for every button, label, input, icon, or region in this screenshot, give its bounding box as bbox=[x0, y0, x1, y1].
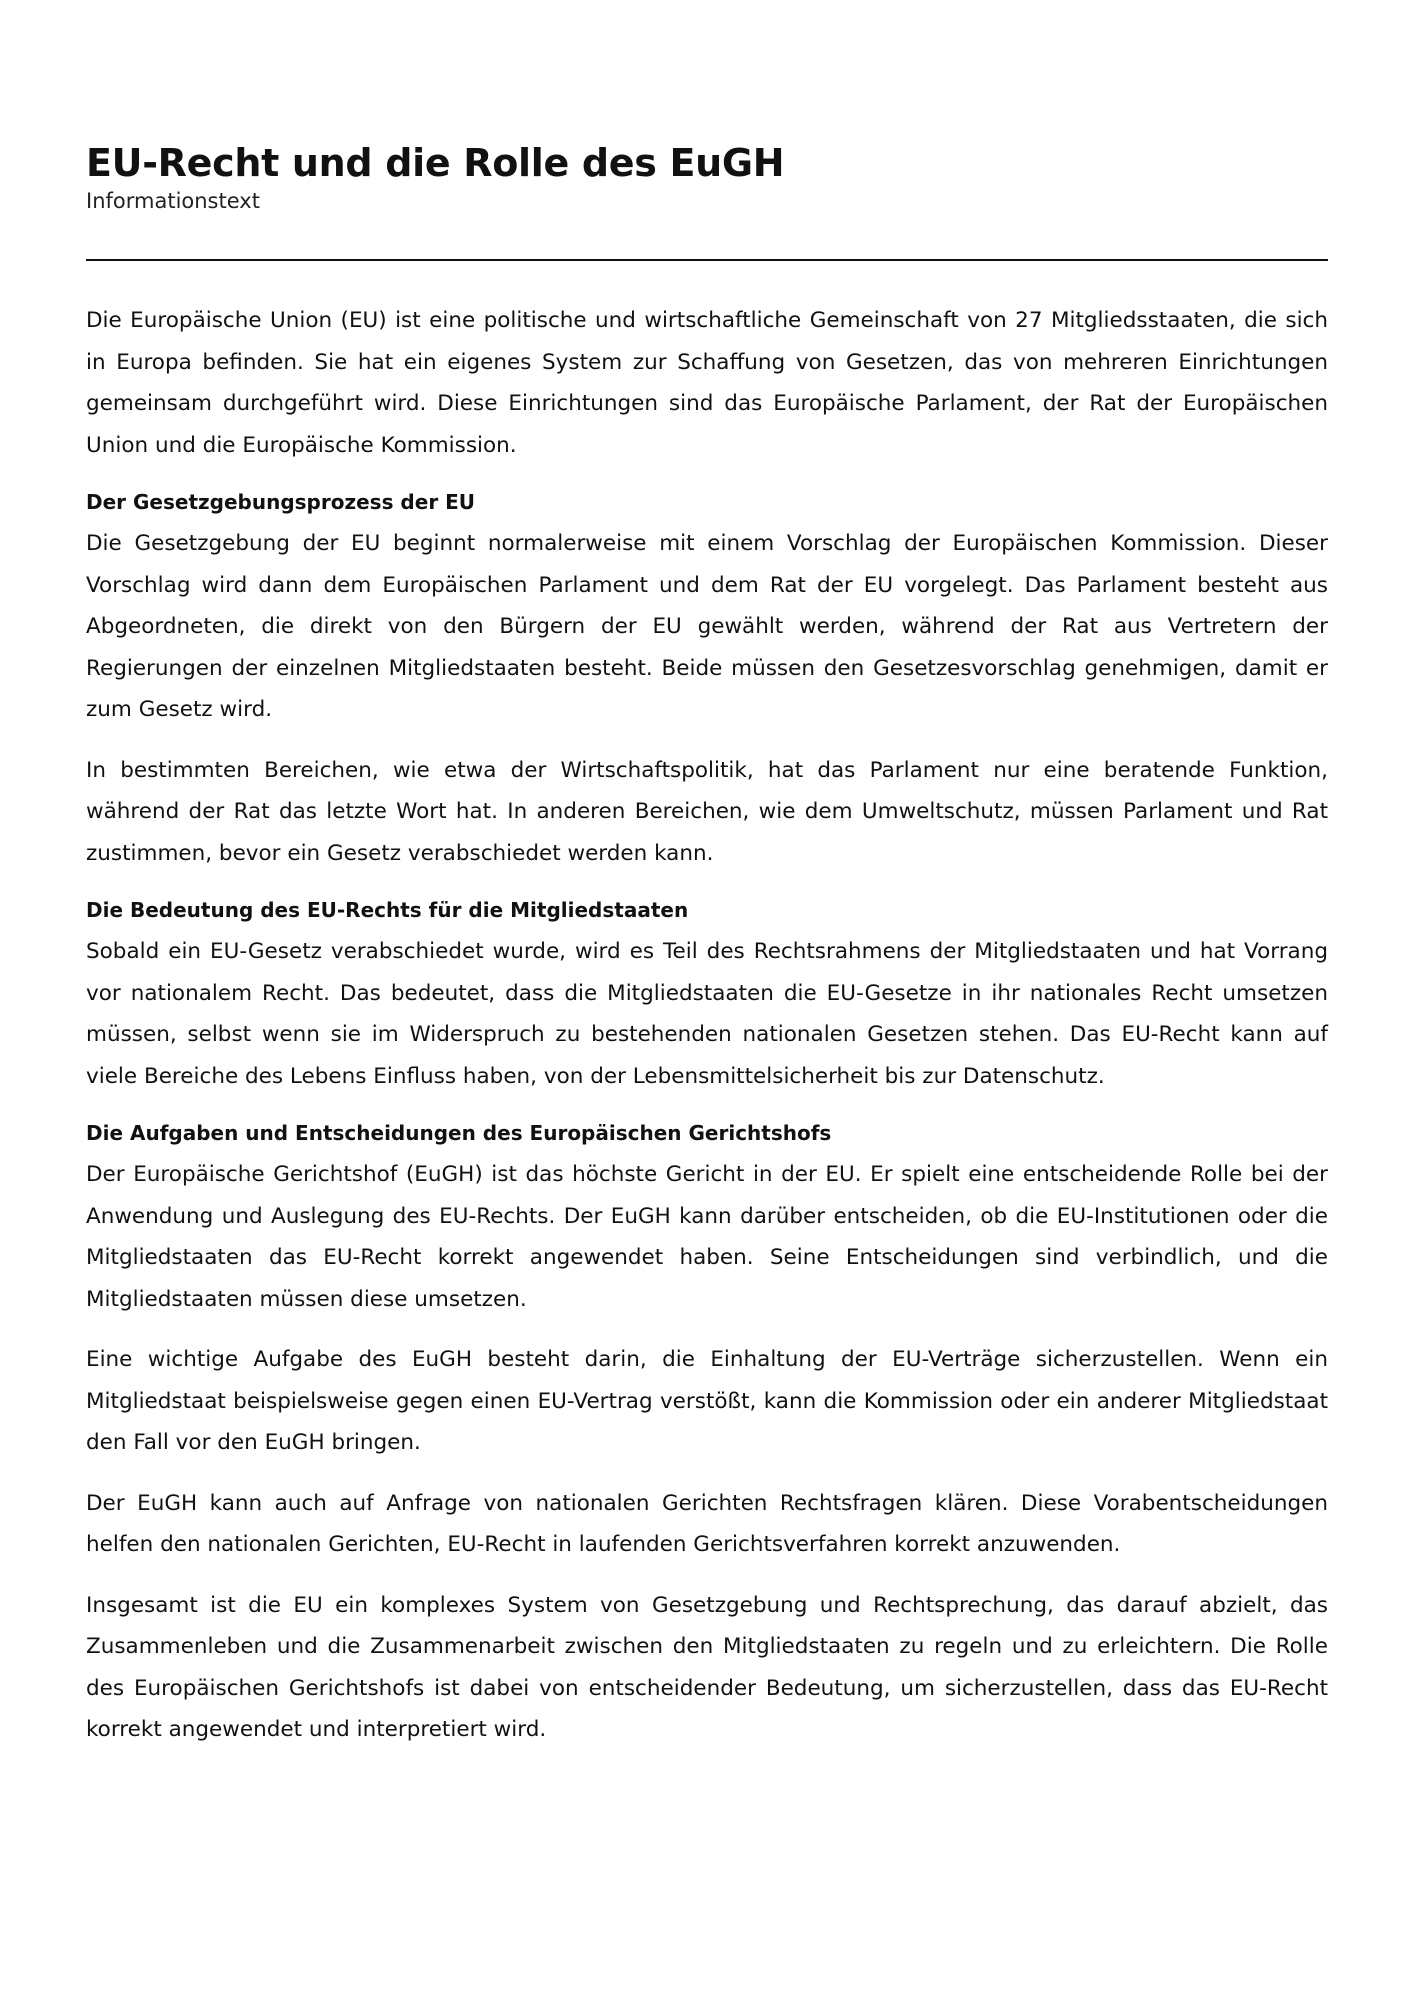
document-body bbox=[86, 300, 1328, 1751]
document-subtitle: Informationstext bbox=[86, 189, 260, 213]
section-heading-court: Die Aufgaben und Entscheidungen des Europäischen Gerichtshofs bbox=[86, 1121, 832, 1145]
court-paragraph-2: Eine wichtige Aufgabe des EuGH besteht darin, die Einhaltung der EU-Verträge sicherzustellen. Wenn ein Mitgliedstaat beispielsweise gegen einen EU-Vertrag verstößt, kann die Kommission oder ein anderer Mitgliedstaat den Fall vor den EuGH bringen. bbox=[86, 1347, 1328, 1455]
legislation-paragraph-1: Die Gesetzgebung der EU beginnt normalerweise mit einem Vorschlag der Europäischen Kommission. Dieser Vorschlag wird dann dem Europäischen Parlament und dem Rat der EU vorgelegt. Das Parlament besteht aus Abgeordneten, die direkt von den Bürgern der EU gewählt werden, während der Rat aus Vertretern der Regierungen der einzelnen Mitgliedstaaten besteht. Beide müssen den Gesetzesvorschlag genehmigen, damit er zum Gesetz wird. bbox=[86, 531, 1328, 722]
conclusion-paragraph: Insgesamt ist die EU ein komplexes System von Gesetzgebung und Rechtsprechung, das darauf abzielt, das Zusammenleben und die Zusammenarbeit zwischen den Mitgliedstaaten zu regeln und zu erleichtern. Die Rolle des Europäischen Gerichtshofs ist dabei von entscheidender Bedeutung, um sicherzustellen, dass das EU-Recht korrekt angewendet und interpretiert wird. bbox=[86, 1592, 1328, 1742]
section-heading-legislation: Der Gesetzgebungsprozess der EU bbox=[86, 490, 476, 514]
section-heading-significance: Die Bedeutung des EU-Rechts für die Mitgliedstaaten bbox=[86, 898, 689, 922]
title-divider bbox=[86, 259, 1328, 261]
legislation-paragraph-2: In bestimmten Bereichen, wie etwa der Wirtschaftspolitik, hat das Parlament nur eine beratende Funktion, während der Rat das letzte Wort hat. In anderen Bereichen, wie dem Umweltschutz, müssen Parlament und Rat zustimmen, bevor ein Gesetz verabschiedet werden kann. bbox=[86, 757, 1328, 866]
court-paragraph-3: Der EuGH kann auch auf Anfrage von nationalen Gerichten Rechtsfragen klären. Diese Vorabentscheidungen helfen den nationalen Gerichten, EU-Recht in laufenden Gerichtsverfahren korrekt anzuwenden. bbox=[86, 1490, 1328, 1557]
intro-paragraph: Die Europäische Union (EU) ist eine politische und wirtschaftliche Gemeinschaft von 27 Mitgliedsstaaten, die sich in Europa befinden. Sie hat ein eigenes System zur Schaffung von Gesetzen, das von mehreren Einrichtungen gemeinsam durchgeführt wird. Diese Einrichtungen sind das Europäische Parlament, der Rat der Europäischen Union und die Europäische Kommission. bbox=[86, 308, 1328, 458]
significance-paragraph: Sobald ein EU-Gesetz verabschiedet wurde, wird es Teil des Rechtsrahmens der Mitgliedstaaten und hat Vorrang vor nationalem Recht. Das bedeutet, dass die Mitgliedstaaten die EU-Gesetze in ihr nationales Recht umsetzen müssen, selbst wenn sie im Widerspruch zu bestehenden nationalen Gesetzen stehen. Das EU-Recht kann auf viele Bereiche des Lebens Einfluss haben, von der Lebensmittelsicherheit bis zur Datenschutz. bbox=[86, 939, 1328, 1089]
document-title: EU-Recht und die Rolle des EuGH bbox=[86, 141, 785, 185]
document-page bbox=[86, 140, 1328, 1770]
court-paragraph-1: Der Europäische Gerichtshof (EuGH) ist das höchste Gericht in der EU. Er spielt eine entscheidende Rolle bei der Anwendung und Auslegung des EU-Rechts. Der EuGH kann darüber entscheiden, ob die EU-Institutionen oder die Mitgliedstaaten das EU-Recht korrekt angewendet haben. Seine Entscheidungen sind verbindlich, und die Mitgliedstaaten müssen diese umsetzen. bbox=[86, 1162, 1328, 1312]
